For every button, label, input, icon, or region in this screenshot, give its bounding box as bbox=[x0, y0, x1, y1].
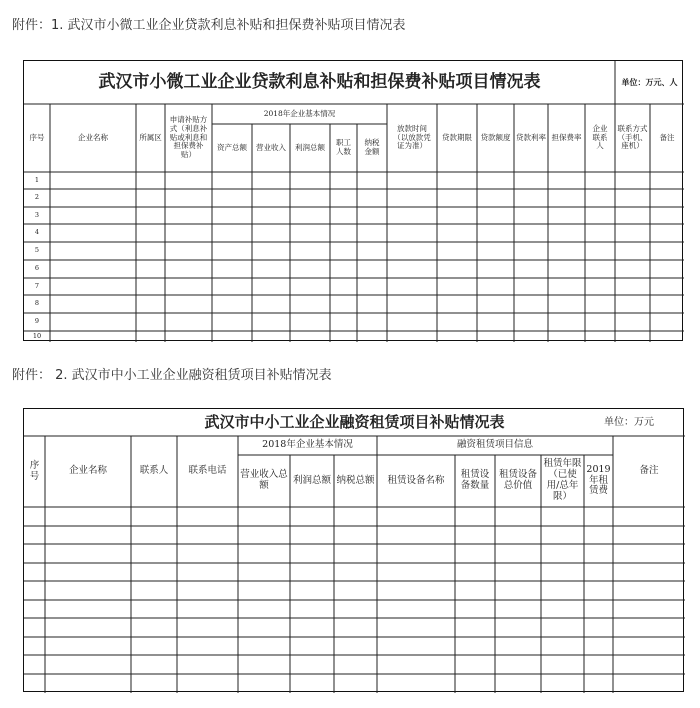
header-seq: 序号 bbox=[29, 132, 45, 142]
table-2-title: 武汉市中小工业企业融资租赁项目补贴情况表 bbox=[204, 412, 505, 431]
row-number: 1 bbox=[34, 175, 40, 184]
header-assets: 资产总额 bbox=[217, 142, 247, 152]
row-number: 5 bbox=[34, 246, 40, 255]
header-equipment-name: 租赁设备名称 bbox=[387, 474, 445, 486]
table-financial-leasing-subsidy bbox=[23, 408, 684, 692]
table-2-unit: 单位：万元 bbox=[604, 416, 654, 428]
header-equipment-value: 租赁设备总价值 bbox=[498, 469, 537, 491]
header-group-lease: 融资租赁项目信息 bbox=[456, 439, 533, 451]
header-contact-person: 企业联系人 bbox=[592, 124, 608, 151]
header-guarantee-rate: 担保费率 bbox=[551, 132, 582, 142]
header-company: 企业名称 bbox=[68, 465, 107, 477]
row-number: 7 bbox=[34, 281, 40, 290]
header-loan-term: 贷款期限 bbox=[442, 132, 472, 142]
table-loan-interest-subsidy bbox=[23, 60, 683, 341]
header-profit: 利润总额 bbox=[292, 474, 331, 486]
header-tax: 纳税总额 bbox=[336, 474, 375, 486]
header-district: 所属区 bbox=[139, 132, 162, 142]
header-employees: 职工人数 bbox=[336, 138, 351, 156]
header-phone: 联系电话 bbox=[188, 465, 227, 477]
row-number: 8 bbox=[34, 299, 40, 308]
row-number: 10 bbox=[32, 331, 42, 340]
header-tax: 纳税金额 bbox=[364, 138, 380, 156]
table-1-unit: 单位：万元、人 bbox=[621, 76, 678, 87]
header-remarks: 备注 bbox=[639, 465, 659, 477]
header-loan-amount: 贷款额度 bbox=[480, 132, 511, 142]
header-seq: 序号 bbox=[29, 459, 40, 482]
header-loan-time: 放款时间（以放款凭证为准） bbox=[393, 124, 431, 151]
header-revenue: 营业收入总额 bbox=[240, 469, 288, 491]
header-contact-person: 联系人 bbox=[139, 465, 169, 477]
header-rent-2019: 2019年租赁费 bbox=[586, 463, 611, 497]
table-1-title: 武汉市小微工业企业贷款利息补贴和担保费补贴项目情况表 bbox=[98, 71, 541, 92]
header-revenue: 营业收入 bbox=[256, 142, 286, 152]
header-equipment-quantity: 租赁设备数量 bbox=[460, 469, 490, 491]
header-profit: 利润总额 bbox=[295, 142, 325, 152]
header-subsidy-method: 申请补贴方式（利息补贴或利息和担保费补贴） bbox=[169, 115, 208, 159]
row-number: 4 bbox=[34, 228, 40, 237]
row-number: 9 bbox=[34, 317, 40, 326]
header-group-basic: 2018年企业基本情况 bbox=[262, 439, 353, 451]
header-company: 企业名称 bbox=[78, 132, 108, 142]
header-loan-rate: 贷款利率 bbox=[516, 132, 546, 142]
header-group-basic: 2018年企业基本情况 bbox=[263, 108, 336, 118]
row-number: 2 bbox=[34, 193, 40, 202]
caption-attachment-2: 附件： 2. 武汉市中小工业企业融资租赁项目补贴情况表 bbox=[12, 368, 332, 383]
header-contact-method: 联系方式（手机、座机） bbox=[617, 124, 648, 151]
row-number: 3 bbox=[34, 210, 40, 219]
row-number: 6 bbox=[34, 264, 40, 273]
header-remarks: 备注 bbox=[659, 132, 675, 142]
header-lease-term: 租赁年限（已使用/总年限） bbox=[543, 458, 582, 502]
caption-attachment-1: 附件：1. 武汉市小微工业企业贷款利息补贴和担保费补贴项目情况表 bbox=[12, 18, 406, 33]
